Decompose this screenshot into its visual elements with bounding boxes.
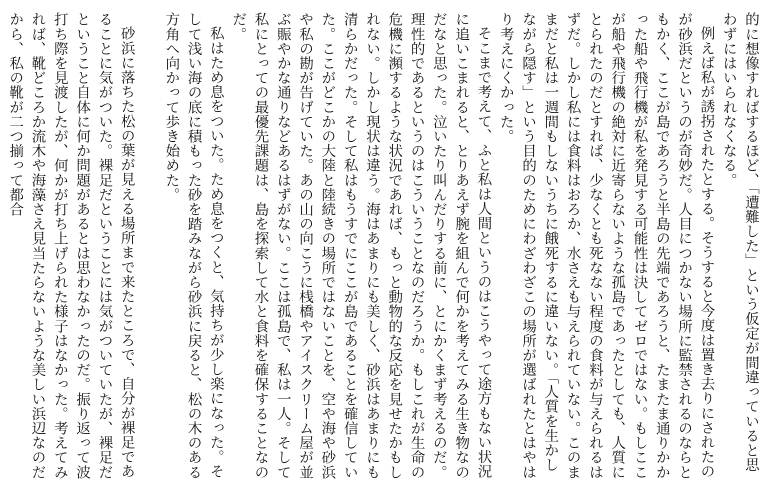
vertical-text-body — [4, 12, 762, 482]
paragraph-1: 的に想像すればするほど、「遭難した」という仮定が間違っていると思わずにはいられなくなる。 — [720, 12, 759, 472]
paragraph-5: 砂浜に落ちた松の葉が見える場所まで来たところで、自分が裸足であることに気がついた。裸足だということには気がついていたが、裸足だということ自体に何か問題があるとは思わなかったのだ。振り返って波打ち際を見渡したが、何かが打ち上げられた様子はなかった。考えてみれば、靴どころか流木や海藻さえ見当たらないような美しい浜辺なのだから、私の靴が二つ揃って都合 — [7, 12, 135, 480]
paragraph-2: 例えば私が誘拐されたとする。そうすると今度は置き去りにされたのが砂浜だというのが奇妙だ。人目につかない場所に監禁されるのならともかく、ここが島であろうと半島の先端であろうと、たまたま通りかかった船や飛行機が私を発見する可能性は決してゼロではない。もしここが船や飛行機の絶対に近寄らないような孤島であったとしても、人質にとられたのだとすれば、少なくとも死なない程度の食料が与えられるはずだ。しかし私には食料はおろか、水さえも与えられていない。このままだと私は一週間もしないうちに餓死するに違いない。「人質を生かしながら隠す」という目的のためにわざわざこの場所が選ばれたとはやはり考えにくかった。 — [497, 12, 715, 480]
paragraph-4: 私はため息をついた。ため息をつくと、気持ちが少し楽になった。そして浅い海の底に積もった砂を踏みながら砂浜に戻ると、松の木のある方角へ向かって歩き始めた。 — [163, 12, 224, 480]
paragraph-3: そこまで考えて、ふと私は人間というのはこうやって途方もない状況に追いこまれると、とりあえず腕を組んで何かを考えてみる生き物なのだなと思った。泣いたり叫んだりする前に、とにかくまず考えるのだ。理性的であるというのはこういうことなのだろうか。もしこれが生命の危機に瀕するような状況であれば、もっと動物的な反応を見せたかもしれない。しかし現状は違う。海はあまりにも美しく、砂浜はあまりにも清らかだった。そして私はもうすでにここが島であることを確信していた。ここがどこかの大陸と陸続きの場所ではないことを、空や海や砂浜や私の勘が告げていた。あの山の向こうに桟橋やアイスクリーム屋が並ぶ賑やかな通りなどあるはずがない。ここは孤島で、私は一人。そして私にとっての最優先課題は、島を探索して水と食料を確保することなのだ。 — [230, 12, 492, 480]
